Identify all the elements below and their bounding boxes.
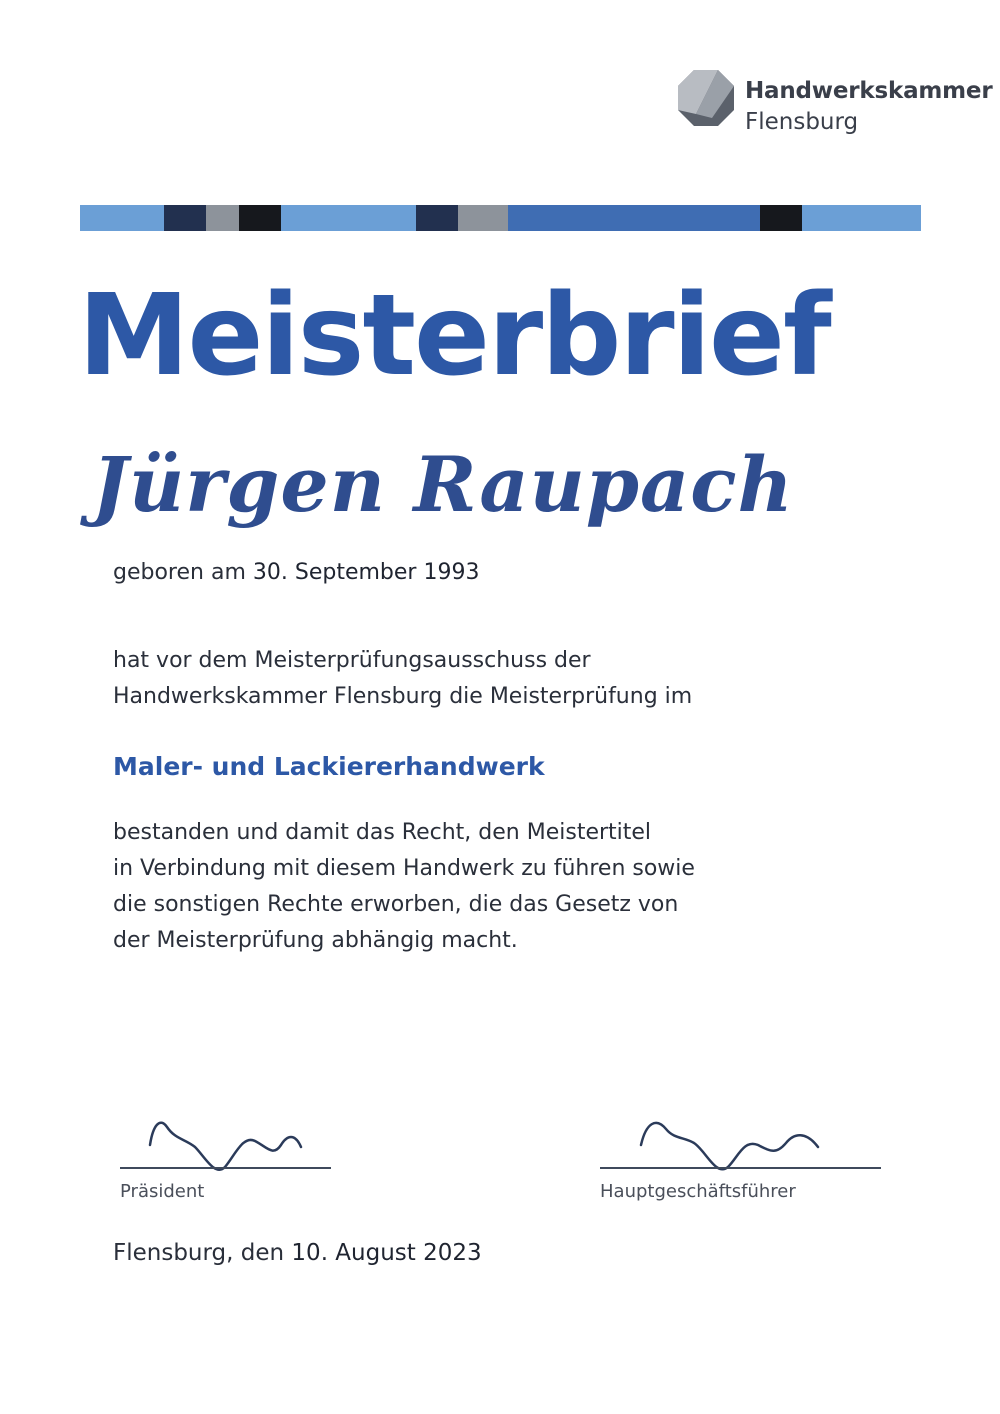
- certificate-title: Meisterbrief: [78, 271, 830, 401]
- managing-director-signature: [636, 1115, 826, 1180]
- stripe-segment: [760, 205, 802, 231]
- stripe-segment: [206, 205, 239, 231]
- stripe-segment: [164, 205, 206, 231]
- stripe-segment: [802, 205, 921, 231]
- birth-date: 30. September 1993: [252, 560, 480, 585]
- stripe-segment: [239, 205, 281, 231]
- place-date-line: [113, 1240, 482, 1266]
- intro-line: hat vor dem Meisterprüfungsausschuss der: [113, 648, 591, 673]
- president-signature: [145, 1115, 310, 1180]
- managing-director-label: Hauptgeschäftsführer: [600, 1181, 796, 1202]
- place-prefix: Flensburg, den: [113, 1240, 285, 1266]
- stripe-segment: [281, 205, 416, 231]
- stripe-segment: [458, 205, 508, 231]
- trade-name: Maler- und Lackiererhandwerk: [113, 752, 545, 781]
- body-line: in Verbindung mit diesem Handwerk zu führen sowie: [113, 856, 695, 881]
- body-line: der Meisterprüfung abhängig macht.: [113, 928, 518, 953]
- intro-paragraph: [113, 643, 692, 715]
- logo-text-line2: Flensburg: [745, 109, 859, 135]
- chamber-logo-icon: [676, 68, 736, 128]
- body-line: die sonstigen Rechte erworben, die das Gesetz von: [113, 892, 679, 917]
- body-paragraph: [113, 815, 695, 959]
- chamber-logo: [676, 68, 996, 138]
- stripe-segment: [416, 205, 458, 231]
- birth-line: [113, 560, 479, 585]
- signature-line-left: [120, 1167, 331, 1169]
- intro-line: Handwerkskammer Flensburg die Meisterprüfung im: [113, 684, 693, 709]
- birth-prefix: geboren am: [113, 560, 246, 585]
- stripe-segment: [80, 205, 164, 231]
- recipient-name: Jürgen Raupach: [92, 440, 794, 529]
- body-line: bestanden und damit das Recht, den Meistertitel: [113, 820, 652, 845]
- decorative-stripe: [80, 205, 921, 231]
- issue-date: 10. August 2023: [291, 1240, 482, 1266]
- stripe-segment: [508, 205, 760, 231]
- signature-line-right: [600, 1167, 881, 1169]
- president-label: Präsident: [120, 1181, 205, 1202]
- logo-text-line1: Handwerkskammer: [745, 78, 993, 104]
